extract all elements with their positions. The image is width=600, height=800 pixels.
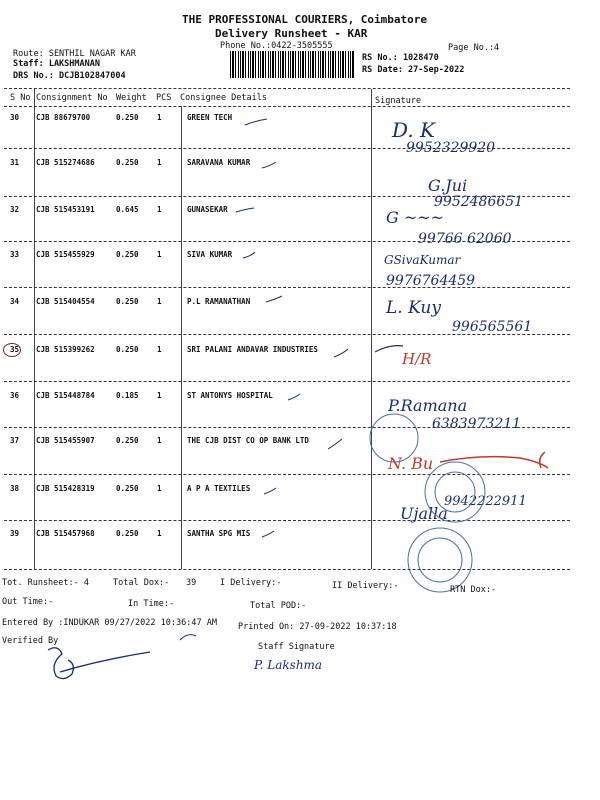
entered-by: Entered By :INDUKAR 09/27/2022 10:36:47 AM — [2, 618, 217, 628]
row-weight: 0.250 — [116, 250, 139, 259]
rs-number: RS No.: 1028470 — [362, 53, 439, 63]
row-sno: 39 — [10, 529, 20, 538]
rs-date: RS Date: 27-Sep-2022 — [362, 65, 465, 75]
row-consignment: CJB 515404554 — [36, 297, 95, 306]
out-time: Out Time:- — [2, 597, 54, 607]
row-consignee: A P A TEXTILES — [187, 484, 251, 493]
row-sno: 32 — [10, 205, 20, 214]
staff-signature-label: Staff Signature — [258, 642, 335, 652]
row-weight: 0.250 — [116, 113, 139, 122]
rtn-dox: RTN Dox:- — [450, 585, 497, 595]
row-sno: 36 — [10, 391, 20, 400]
col-consignment: Consignment No — [36, 93, 108, 103]
drs-number: DRS No.: DCJB102847004 — [13, 71, 126, 81]
phone-36: 6383973211 — [432, 416, 522, 432]
row-sno: 31 — [10, 158, 20, 167]
row-pcs: 1 — [157, 297, 162, 306]
verified-by: Verified By — [2, 636, 59, 646]
row-consignment: CJB 515448784 — [36, 391, 95, 400]
i-delivery: I Delivery:- — [220, 578, 282, 588]
phone-32: 99766 62060 — [418, 231, 512, 247]
row-pcs: 1 — [157, 391, 162, 400]
company-name: THE PROFESSIONAL COURIERS, Coimbatore — [182, 13, 428, 26]
row-sno: 35 — [10, 345, 20, 354]
col-consignee: Consignee Details — [180, 93, 267, 103]
row-sno: 34 — [10, 297, 20, 306]
phone-31: 9952486651 — [434, 194, 524, 210]
row-consignee: SRI PALANI ANDAVAR INDUSTRIES — [187, 345, 318, 354]
signature-37: N. Bu — [388, 454, 434, 473]
phone-30: 9952329920 — [406, 140, 496, 156]
runsheet-title: Delivery Runsheet - KAR — [215, 27, 368, 40]
footer-top-rule — [4, 569, 570, 570]
row-weight: 0.250 — [116, 297, 139, 306]
row-sno: 38 — [10, 484, 20, 493]
row-pcs: 1 — [157, 205, 162, 214]
page-number: Page No.:4 — [448, 43, 500, 53]
row-consignee: GUNASEKAR — [187, 205, 228, 214]
col-signature: Signature — [375, 96, 422, 106]
row-weight: 0.645 — [116, 205, 139, 214]
row-consignee: SANTHA SPG MIS — [187, 529, 251, 538]
row-consignment: CJB 515455929 — [36, 250, 95, 259]
row-sno: 33 — [10, 250, 20, 259]
row-consignment: CJB 88679700 — [36, 113, 91, 122]
row-consignment: CJB 515428319 — [36, 484, 95, 493]
row-consignment: CJB 515399262 — [36, 345, 95, 354]
row-pcs: 1 — [157, 250, 162, 259]
phone-number: Phone No.:0422-3505555 — [220, 41, 333, 51]
row-pcs: 1 — [157, 436, 162, 445]
row-weight: 0.250 — [116, 529, 139, 538]
staff-signature: P. Lakshma — [254, 658, 323, 672]
row-consignee: P.L RAMANATHAN — [187, 297, 251, 306]
row-consignment: CJB 515457968 — [36, 529, 95, 538]
phone-33: 9976764459 — [386, 273, 476, 289]
row-pcs: 1 — [157, 345, 162, 354]
staff: Staff: LAKSHMANAN — [13, 59, 100, 69]
signature-30: D. K — [392, 118, 435, 142]
row-consignee: GREEN TECH — [187, 113, 233, 122]
in-time: In Time:- — [128, 599, 175, 609]
col-pcs: PCS — [156, 93, 172, 103]
row-pcs: 1 — [157, 484, 162, 493]
row-consignment: CJB 515455907 — [36, 436, 95, 445]
row-consignee: ST ANTONYS HOSPITAL — [187, 391, 273, 400]
row-consignee: THE CJB DIST CO OP BANK LTD — [187, 436, 309, 445]
row-consignee: SIVA KUMAR — [187, 250, 233, 259]
phone-34: 996565561 — [452, 319, 533, 335]
row-weight: 0.250 — [116, 345, 139, 354]
row-weight: 0.250 — [116, 158, 139, 167]
signature-32: G ~~~ — [386, 208, 445, 227]
phone-39: 9942222911 — [444, 494, 527, 509]
row-sno: 37 — [10, 436, 20, 445]
signature-36: P.Ramana — [388, 396, 468, 415]
signature-35: H/R — [402, 350, 432, 368]
row-consignment: CJB 515453191 — [36, 205, 95, 214]
row-weight: 0.185 — [116, 391, 139, 400]
row-consignee: SARAVANA KUMAR — [187, 158, 251, 167]
total-dox-value: 39 — [186, 578, 197, 588]
signature-31: G.Jui — [428, 176, 468, 195]
total-dox-label: Total Dox:- — [113, 578, 170, 588]
signature-34: L. Kuy — [386, 298, 441, 318]
col-sno: S No — [10, 93, 31, 103]
row-weight: 0.250 — [116, 484, 139, 493]
signature-39: Ujalla — [400, 504, 448, 523]
row-consignment: CJB 515274686 — [36, 158, 95, 167]
row-pcs: 1 — [157, 529, 162, 538]
ii-delivery: II Delivery:- — [332, 581, 399, 591]
col-weight: Weight — [116, 93, 147, 103]
printed-on: Printed On: 27-09-2022 10:37:18 — [238, 622, 397, 632]
total-pod: Total POD:- — [250, 601, 307, 611]
row-pcs: 1 — [157, 113, 162, 122]
signature-33: GSivaKumar — [384, 253, 461, 267]
row-weight: 0.250 — [116, 436, 139, 445]
row-sno: 30 — [10, 113, 20, 122]
row-pcs: 1 — [157, 158, 162, 167]
tot-runsheet: Tot. Runsheet:- 4 — [2, 578, 89, 588]
route: Route: SENTHIL NAGAR KAR — [13, 49, 136, 59]
